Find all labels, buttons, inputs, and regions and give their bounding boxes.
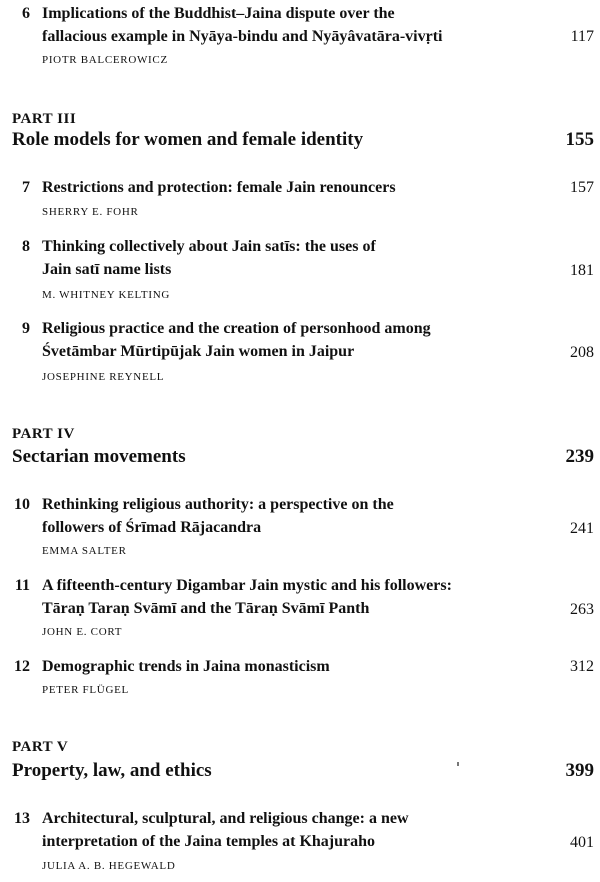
chapter-title [42, 574, 512, 620]
part-page-number: 239 [565, 446, 594, 467]
chapter-author: EMMA SALTER [42, 545, 127, 557]
chapter-title [42, 317, 512, 363]
chapter-title-line-1: Implications of the Buddhist–Jaina dispute over the [42, 5, 395, 22]
chapter-title-line-2: Tāraṇ Taraṇ Svāmī and the Tāraṇ Svāmī Panth [42, 600, 370, 617]
chapter-author: JULIA A. B. HEGEWALD [42, 860, 176, 872]
chapter-number: 12 [14, 658, 30, 675]
chapter-number: 9 [22, 320, 30, 337]
chapter-title [42, 493, 512, 539]
part-title: Role models for women and female identity [12, 129, 364, 150]
chapter-title-line-2: interpretation of the Jaina temples at Khajuraho [42, 833, 376, 850]
chapter-page-number: 181 [570, 262, 594, 279]
chapter-author: JOHN E. CORT [42, 626, 123, 638]
chapter-title-line-1: Demographic trends in Jaina monasticism [42, 658, 330, 675]
chapter-author: SHERRY E. FOHR [42, 206, 139, 218]
part-title: Property, law, and ethics [12, 760, 212, 781]
chapter-title-line-1: Religious practice and the creation of personhood among [42, 320, 431, 337]
part-label: PART V [12, 739, 69, 755]
chapter-title [42, 176, 512, 199]
chapter-page-number: 312 [570, 658, 594, 675]
chapter-author: PIOTR BALCEROWICZ [42, 54, 168, 66]
chapter-number: 10 [14, 496, 30, 513]
part-title: Sectarian movements [12, 446, 186, 467]
chapter-number: 11 [14, 577, 30, 594]
chapter-title-line-2: fallacious example in Nyāya-bindu and Nyāyâvatāra-vivṛti [42, 28, 443, 45]
chapter-title-line-2: followers of Śrīmad Rājacandra [42, 519, 262, 536]
chapter-title-line-1: A fifteenth-century Digambar Jain mystic and his followers: [42, 577, 452, 594]
part-label: PART IV [12, 426, 75, 442]
chapter-title [42, 2, 512, 48]
part-page-number: 399 [565, 760, 594, 781]
chapter-page-number: 263 [570, 601, 594, 618]
chapter-author: JOSEPHINE REYNELL [42, 371, 165, 383]
chapter-title-line-2: Śvetāmbar Mūrtipūjak Jain women in Jaipur [42, 343, 355, 360]
chapter-page-number: 241 [570, 520, 594, 537]
chapter-title-line-1: Thinking collectively about Jain satīs: the uses of [42, 238, 376, 255]
chapter-number: 7 [22, 179, 30, 196]
chapter-number: 13 [14, 810, 30, 827]
chapter-title-line-1: Restrictions and protection: female Jain renouncers [42, 179, 396, 196]
chapter-title-line-2: Jain satī name lists [42, 261, 172, 278]
chapter-title [42, 655, 512, 678]
chapter-number: 8 [22, 238, 30, 255]
chapter-page-number: 117 [570, 28, 594, 45]
chapter-page-number: 401 [570, 834, 594, 851]
chapter-author: PETER FLÜGEL [42, 684, 129, 696]
chapter-number: 6 [22, 5, 30, 22]
part-label: PART III [12, 111, 77, 127]
chapter-page-number: 208 [570, 344, 594, 361]
chapter-author: M. WHITNEY KELTING [42, 289, 170, 301]
chapter-title [42, 235, 512, 281]
chapter-page-number: 157 [570, 179, 594, 196]
print-speck [457, 762, 459, 766]
part-page-number: 155 [565, 129, 594, 150]
chapter-title [42, 807, 512, 853]
chapter-title-line-1: Rethinking religious authority: a perspective on the [42, 496, 394, 513]
chapter-title-line-1: Architectural, sculptural, and religious change: a new [42, 810, 409, 827]
